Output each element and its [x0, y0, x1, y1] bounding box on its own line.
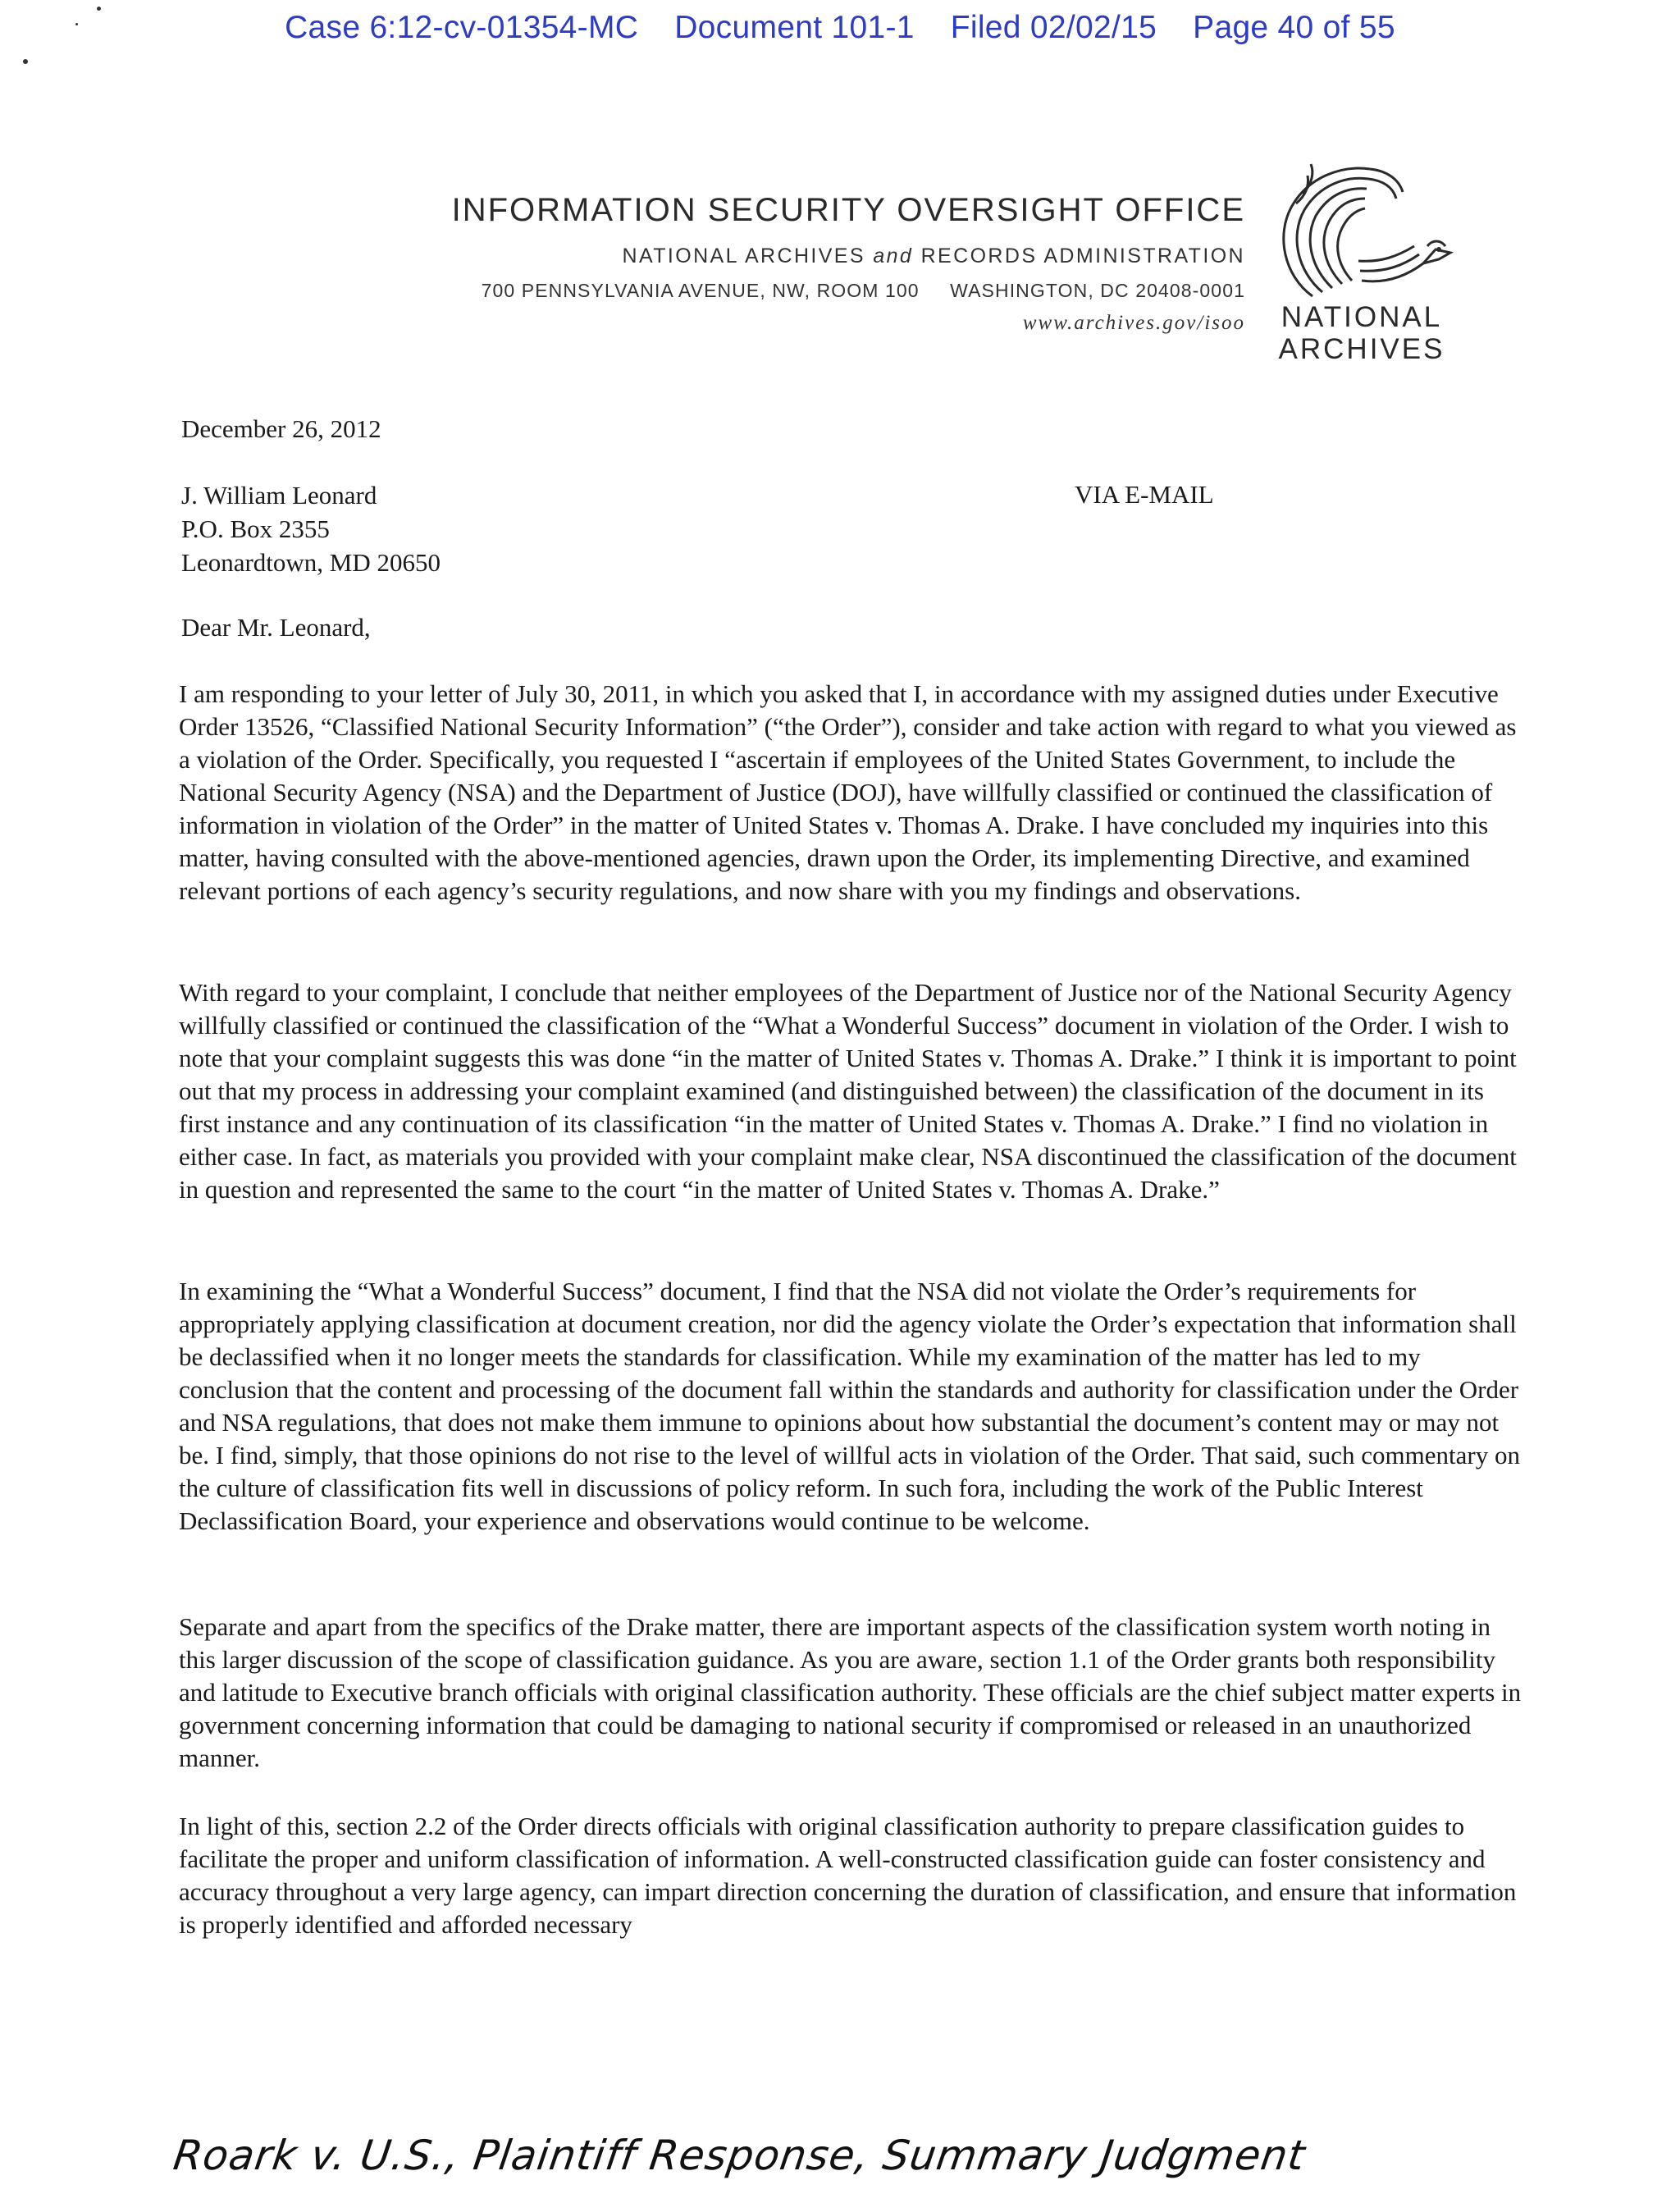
salutation: Dear Mr. Leonard,	[181, 613, 371, 642]
scan-speck	[97, 7, 101, 11]
national-archives-logo-text: NATIONAL ARCHIVES	[1278, 301, 1445, 365]
recipient-name: J. William Leonard	[181, 481, 377, 510]
paragraph: In light of this, section 2.2 of the Order directs officials with original classification authority to prepare classification guides to facilitate the proper and uniform classification of information. A well-constructed classification guide can foster consistency and accuracy throughout a very large agency, can impart direction concerning the duration of classification, and ensure that information is properly identified and afforded necessary	[179, 1812, 1517, 1939]
paragraph: I am responding to your letter of July 30, 2011, in which you asked that I, in accordance with my assigned duties under Executive Order 13526, “Classified National Security Information” (“the Order”), consider and take action with regard to what you viewed as a violation of the Order. Specifically, you requested I “ascertain if employees of the United States Government, to include the National Security Agency (NSA) and the Department of Justice (DOJ), have willfully classified or continued the classification of information in violation of the Order” in the matter of United States v. Thomas A. Drake. I have concluded my inquiries into this matter, having consulted with the above-mentioned agencies, drawn upon the Order, its implementing Directive, and examined relevant portions of each agency’s security regulations, and now share with you my findings and observations.	[179, 679, 1517, 905]
letter-date: December 26, 2012	[181, 414, 381, 443]
court-filing-stamp	[0, 10, 1680, 46]
paragraph: With regard to your complaint, I conclude that neither employees of the Department of Justice nor of the National Security Agency willfully classified or continued the classification of the “What a Wonderful Success” document in violation of the Order. I wish to note that your complaint suggests this was done “in the matter of United States v. Thomas A. Drake.” I think it is important to point out that my process in addressing your complaint examined (and distinguished between) the classification of the document in its first instance and any continuation of its classification “in the matter of United States v. Thomas A. Drake.” I find no violation in either case. In fact, as materials you provided with your complaint make clear, NSA discontinued the classification of the document in question and represented the same to the court “in the matter of United States v. Thomas A. Drake.”	[179, 978, 1517, 1204]
recipient-city: Leonardtown, MD 20650	[181, 548, 441, 577]
paragraph: In examining the “What a Wonderful Success” document, I find that the NSA did not violate the Order’s requirements for appropriately applying classification at document creation, nor did the agency violate the Order’s expectation that information shall be declassified when it no longer meets the standards for classification. While my examination of the matter has led to my conclusion that the content and processing of the document fall within the standards and authority for classification under the Order and NSA regulations, that does not make them immune to opinions about how substantial the document’s content may or may not be. I find, simply, that those opinions do not rise to the level of willful acts in violation of the Order. That said, such commentary on the culture of classification fits well in discussions of policy reform. In such fora, including the work of the Public Interest Declassification Board, your experience and observations would continue to be welcome.	[179, 1277, 1520, 1535]
document-number: Document 101-1	[674, 10, 915, 45]
handwritten-note: Roark v. U.S., Plaintiff Response, Summary Judgment	[170, 2132, 1308, 2179]
eagle-icon	[1263, 161, 1457, 309]
office-website: www.archives.gov/isoo	[1022, 312, 1245, 334]
office-address: 700 PENNSYLVANIA AVENUE, NW, ROOM 100 WASHINGTON, DC 20408-0001	[481, 280, 1245, 301]
case-number: Case 6:12-cv-01354-MC	[285, 10, 639, 45]
filed-date: Filed 02/02/15	[950, 10, 1157, 45]
letterhead	[452, 194, 1245, 335]
scan-speck	[23, 59, 28, 64]
paragraph: Separate and apart from the specifics of the Drake matter, there are important aspects of the classification system worth noting in this larger discussion of the scope of classification guidance. As you are aware, section 1.1 of the Order grants both responsibility and latitude to Executive branch officials with original classification authority. These officials are the chief subject matter experts in government concerning information that could be damaging to national security if compromised or released in an unauthorized manner.	[179, 1612, 1522, 1772]
recipient-street: P.O. Box 2355	[181, 514, 330, 543]
agency-name: NATIONAL ARCHIVES and RECORDS ADMINISTRATION	[622, 245, 1245, 267]
page-number: Page 40 of 55	[1193, 10, 1395, 45]
delivery-method: VIA E-MAIL	[1075, 480, 1214, 509]
office-name: INFORMATION SECURITY OVERSIGHT OFFICE	[451, 192, 1245, 228]
scan-speck	[75, 23, 78, 25]
recipient-address	[181, 478, 441, 579]
